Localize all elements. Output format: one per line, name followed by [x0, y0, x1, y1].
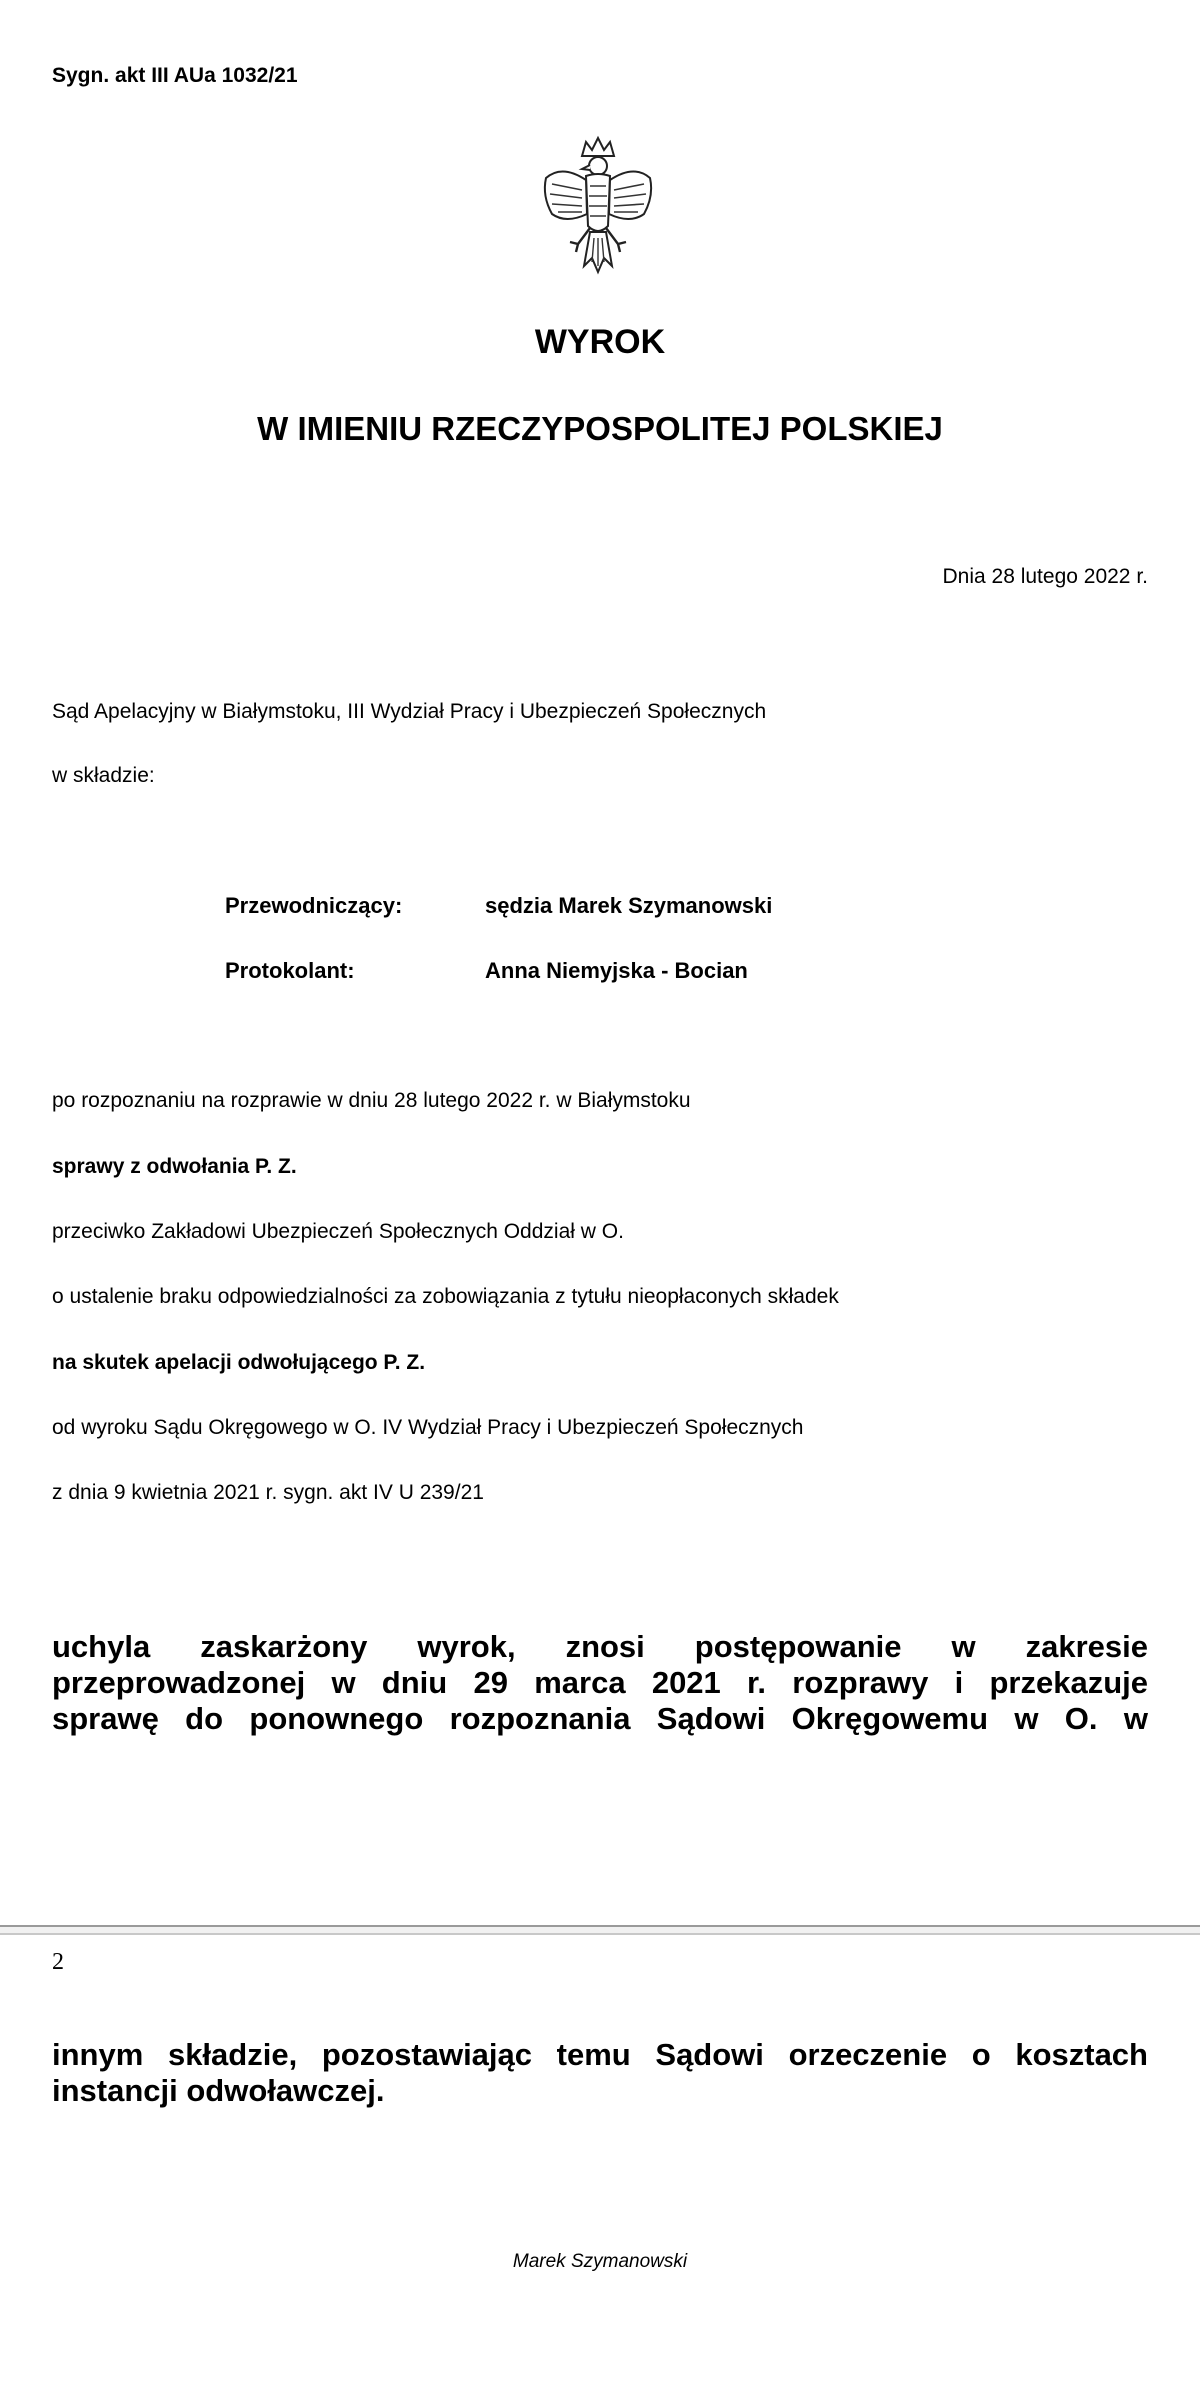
page-number: 2 — [52, 1949, 64, 1975]
case-signature: Sygn. akt III AUa 1032/21 — [52, 64, 298, 87]
composition-intro: w składzie: — [52, 764, 155, 787]
polish-eagle-emblem-icon — [532, 134, 664, 276]
case-appellant: sprawy z odwołania P. Z. — [52, 1155, 297, 1178]
ruling-line: sprawę do ponownego rozpoznania Sądowi Okręgowemu w O. w — [52, 1701, 1148, 1736]
clerk-label: Protokolant: — [225, 958, 355, 983]
clerk-value: Anna Niemyjska - Bocian — [485, 958, 748, 983]
lower-court-judgment: od wyroku Sądu Okręgowego w O. IV Wydział Pracy i Ubezpieczeń Społecznych — [52, 1416, 804, 1439]
document-subtitle: W IMIENIU RZECZYPOSPOLITEJ POLSKIEJ — [257, 410, 943, 447]
document-page-2 — [0, 1935, 1200, 2391]
hearing-detail: po rozpoznaniu na rozprawie w dniu 28 lutego 2022 r. w Białymstoku — [52, 1089, 691, 1112]
page-break — [0, 1925, 1200, 1935]
ruling-continuation: innym składzie, pozostawiając temu Sądowi orzeczenie o kosztach instancji odwoławczej. — [52, 2037, 1148, 2108]
presiding-judge-label: Przewodniczący: — [225, 893, 403, 918]
court-name: Sąd Apelacyjny w Białymstoku, III Wydział Pracy i Ubezpieczeń Społecznych — [52, 700, 767, 723]
judgment-date: Dnia 28 lutego 2022 r. — [942, 565, 1148, 588]
case-respondent: przeciwko Zakładowi Ubezpieczeń Społecznych Oddział w O. — [52, 1220, 624, 1243]
presiding-judge-value: sędzia Marek Szymanowski — [485, 893, 773, 918]
appeal-basis: na skutek apelacji odwołującego P. Z. — [52, 1351, 426, 1374]
signer-name: Marek Szymanowski — [512, 2251, 688, 2272]
ruling-line: uchyla zaskarżony wyrok, znosi postępowanie w zakresie — [52, 1629, 1148, 1664]
ruling-line: przeprowadzonej w dniu 29 marca 2021 r. rozprawy i przekazuje — [52, 1665, 1148, 1700]
lower-court-date: z dnia 9 kwietnia 2021 r. sygn. akt IV U 239/21 — [52, 1481, 484, 1504]
document-title: WYROK — [534, 323, 666, 361]
case-subject: o ustalenie braku odpowiedzialności za zobowiązania z tytułu nieopłaconych składek — [52, 1285, 839, 1308]
